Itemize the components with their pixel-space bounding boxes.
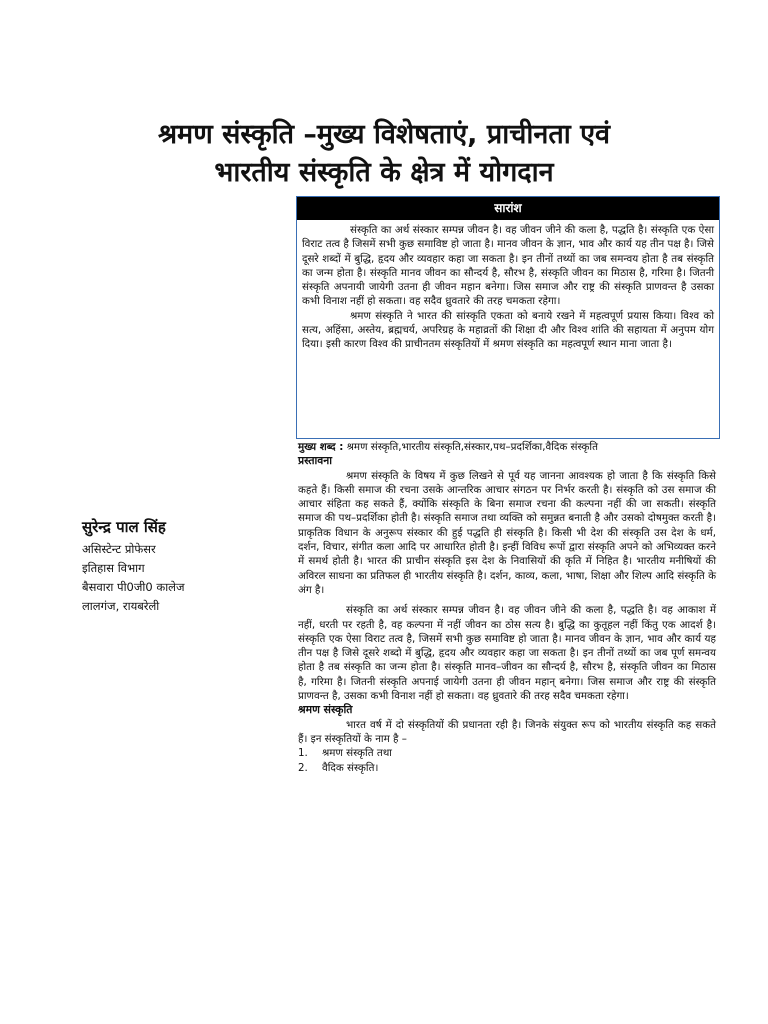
introduction-heading: प्रस्तावना: [298, 454, 333, 468]
author-department: इतिहास विभाग: [82, 561, 145, 575]
main-text: [298, 440, 716, 776]
paper-title: [60, 116, 708, 192]
list-item-number: 2.: [298, 762, 308, 775]
list-item-number: 1.: [298, 747, 308, 760]
list-item-text: वैदिक संस्कृति।: [322, 762, 379, 775]
introduction-paragraph-2: संस्कृति का अर्थ संस्कार सम्पन्न जीवन है। वह जीवन जीने की कला है, पद्धति है। वह आकाश में नहीं, धरती पर रहती है, वह कल्पना में नहीं जीवन का ठोस सत्य है। बुद्धि का कुतूहल नहीं किंतु एक आदर्श है। संस्कृति एक ऐसा विराट तत्व है, जिसमें सभी कुछ समाविष्ट हो जाता है। मानव जीवन के ज्ञान, भाव और कार्य यह तीन पक्ष है जिसे दूसरे शब्दो में बुद्धि, हृदय और व्यवहार कहा जा सकता है। इन तीनों तथ्यों का जब पूर्ण समन्वय होता है तब संस्कृति का जन्म होता है। संस्कृति मानव–जीवन का सौन्दर्य है, सौरभ है, संस्कृति जीवन का मिठास है, गरिमा है। जितनी संस्कृति अपनाई जायेगी उतना ही जीवन महान् बनेगा। जिस समाज और राष्ट्र की संस्कृति प्राणवन्त है, उसका कभी विनाश नहीं हो सकता। वह ध्रुवतारे की तरह सदैव चमकता रहेगा।: [298, 604, 716, 703]
abstract-heading: सारांश: [297, 197, 719, 220]
title-line-2: भारतीय संस्कृति के क्षेत्र में योगदान: [214, 157, 554, 188]
abstract-box: [296, 196, 720, 439]
abstract-paragraph-1: संस्कृति का अर्थ संस्कार सम्पन्न जीवन है। वह जीवन जीने की कला है, पद्धति है। संस्कृति एक ऐसा विराट तत्व है जिसमें सभी कुछ समाविष्ट हो जाता है। मानव जीवन के ज्ञान, भाव और कार्य यह तीन पक्ष है। जिसे दूसरे शब्दों में बुद्धि, हृदय और व्यवहार कहा जा सकता है। इन तीनों तथ्यों का जब समन्वय होता है तब संस्कृति का जन्म होता है। संस्कृति मानव जीवन का सौन्दर्य है, सौरभ है, संस्कृति जीवन का मिठास है, गरिमा है। जितनी संस्कृति अपनायी जायेगी उतना ही जीवन महान बनेगा। जिस समाज और राष्ट्र की संस्कृति प्राणवन्त है उसका कभी विनाश नहीं हो सकता। वह सदैव ध्रुवतारे की तरह चमकता रहेगा।: [302, 224, 714, 308]
title-line-1: श्रमण संस्कृति –मुख्य विशेषताएं, प्राचीनता एवं: [157, 119, 611, 150]
abstract-body: [297, 220, 719, 352]
list-item: [298, 746, 716, 761]
author-place: लालगंज, रायबरेली: [82, 599, 160, 613]
keywords-line: [298, 440, 716, 454]
list-item-text: श्रमण संस्कृति तथा: [322, 747, 392, 760]
shramana-heading: श्रमण संस्कृति: [298, 703, 353, 717]
introduction-paragraph-1: श्रमण संस्कृति के विषय में कुछ लिखने से पूर्व यह जानना आवश्यक हो जाता है कि संस्कृति किसे कहते हैं। किसी समाज की रचना उसके आन्तरिक आचार संगठन पर निर्भर करती है। संस्कृति को उस समाज की आचार संहिता कह सकते हैं, क्योंकि संस्कृति के बिना समाज रचना की कल्पना नहीं की जा सकती। संस्कृति समाज की पथ–प्रदर्शिका होती है। संस्कृति समाज तथा व्यक्ति को समुन्नत बनाती है और उसको दोषमुक्त करती है। प्राकृतिक विधान के अनुरूप संस्कार की हुई पद्धति ही संस्कृति है। किसी भी देश की संस्कृति उस देश के धर्म, दर्शन, विचार, संगीत कला आदि पर आधारित होती है। इन्हीं विविध रूपों द्वारा संस्कृति अपने को अभिव्यक्त करने में समर्थ होती है। भारत की प्राचीन संस्कृति इस देश के निवासियों की कृति में निहित है। भारतीय मनीषियों की अविरल साधना का प्रतिफल ही भारतीय संस्कृति है। दर्शन, काव्य, कला, भाषा, शिक्षा और शिल्प आदि संस्कृति के अंग है।: [298, 469, 716, 596]
author-name: सुरेन्द्र पाल सिंह: [82, 518, 166, 536]
abstract-paragraph-2: श्रमण संस्कृति ने भारत की सांस्कृति एकता को बनाये रखने में महत्वपूर्ण प्रयास किया। विश्व को सत्य, अहिंसा, अस्तेय, ब्रह्मचर्य, अपरिग्रह के महाव्रतों की शिक्षा दी और विश्व शांति की सहायता में अनुपम योग दिया। इसी कारण विश्व की प्राचीनतम संस्कृतियों में श्रमण संस्कृति का महत्वपूर्ण स्थान माना जाता है।: [302, 309, 714, 351]
keywords-label: मुख्य शब्द :: [298, 441, 344, 453]
shramana-paragraph: भारत वर्ष में दो संस्कृतियों की प्रधानता रही है। जिनके संयुक्त रूप को भारतीय संस्कृति कह सकते हैं। इन संस्कृतियों के नाम है –: [298, 718, 716, 745]
author-block: [82, 516, 282, 616]
keywords-text: श्रमण संस्कृति,भारतीय संस्कृति,संस्कार,पथ–प्रदर्शिका,वैदिक संस्कृति: [346, 441, 598, 453]
list-item: [298, 761, 716, 776]
author-designation: असिस्टेन्ट प्रोफेसर: [82, 542, 156, 556]
author-college: बैसवारा पी0जी0 कालेज: [82, 580, 185, 594]
